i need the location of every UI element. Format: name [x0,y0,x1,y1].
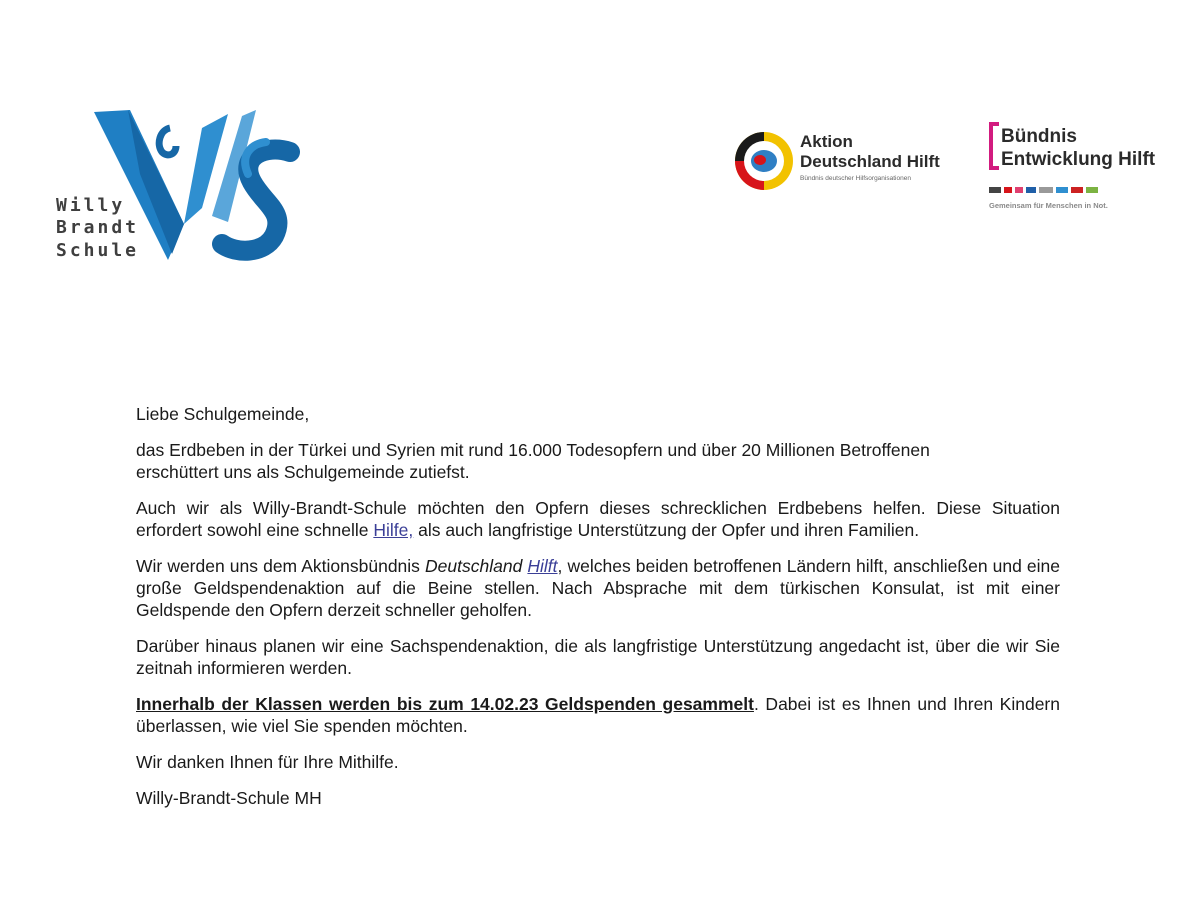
beh-logo-line2: Entwicklung Hilft [1001,149,1156,170]
adh-logo-tagline: Bündnis deutscher Hilfsorganisationen [800,175,911,182]
thanks-line: Wir danken Ihnen für Ihre Mithilfe. [136,752,399,772]
paragraph-2-part-a: Auch wir als Willy-Brandt-Schule möchten den Opfern dieses schrecklichen Erdbebens helfen. Diese Situation erfordert sowohl eine schnelle [136,498,1060,540]
school-logo-line1: Willy [56,195,126,216]
paragraph-3-part-b: , welches beiden betroffenen Ländern hilft, anschließen und eine große Geldspendenaktion auf die Beine stellen. Nach Absprache mit dem türkischen Konsulat, ist mit einer Geldspende den Opfern derzeit schneller geholfen. [136,556,1060,620]
paragraph-5-rest: . Dabei ist es Ihnen und Ihren Kindern überlassen, wie viel Sie spenden möchten. [136,694,1060,736]
school-logo-line2: Brandt [56,217,140,238]
greeting: Liebe Schulgemeinde, [136,404,310,424]
beh-logo-line1: Bündnis [1001,126,1077,147]
paragraph-3 [136,555,1060,621]
adh-logo [733,128,963,194]
paragraph-5 [136,693,1060,737]
paragraph-1: das Erdbeben in der Türkei und Syrien mit rund 16.000 Todesopfern und über 20 Millionen Betroffenen erschüttert uns als Schulgemeinde zutiefst. [136,440,930,482]
paragraph-4: Darüber hinaus planen wir eine Sachspendenaktion, die als langfristige Unterstützung angedacht ist, über die wir Sie zeitnah informieren werden. [136,636,1060,678]
paragraph-2 [136,497,1060,541]
letter-body [136,403,1060,823]
adh-logo-icon [733,130,795,192]
signature: Willy-Brandt-Schule MH [136,788,322,808]
school-logo-line3: Schule [56,240,140,261]
hilfe-link[interactable]: Hilfe, [373,520,414,540]
beh-member-logos [989,187,1098,193]
hilft-link[interactable]: Hilft [527,556,558,576]
adh-logo-line1: Aktion [800,132,853,151]
paragraph-2-part-b: als auch langfristige Unterstützung der Opfer und ihren Familien. [413,520,920,540]
collection-notice: Innerhalb der Klassen werden bis zum 14.02.23 Geldspenden gesammelt [136,694,754,714]
paragraph-3-emphasis: Deutschland [425,556,528,576]
adh-logo-line2: Deutschland Hilft [800,152,940,171]
paragraph-3-part-a: Wir werden uns dem Aktionsbündnis [136,556,426,576]
beh-logo [983,114,1163,218]
beh-logo-tagline: Gemeinsam für Menschen in Not. [989,201,1108,210]
beh-bracket-icon [989,122,999,170]
school-logo [52,104,304,264]
